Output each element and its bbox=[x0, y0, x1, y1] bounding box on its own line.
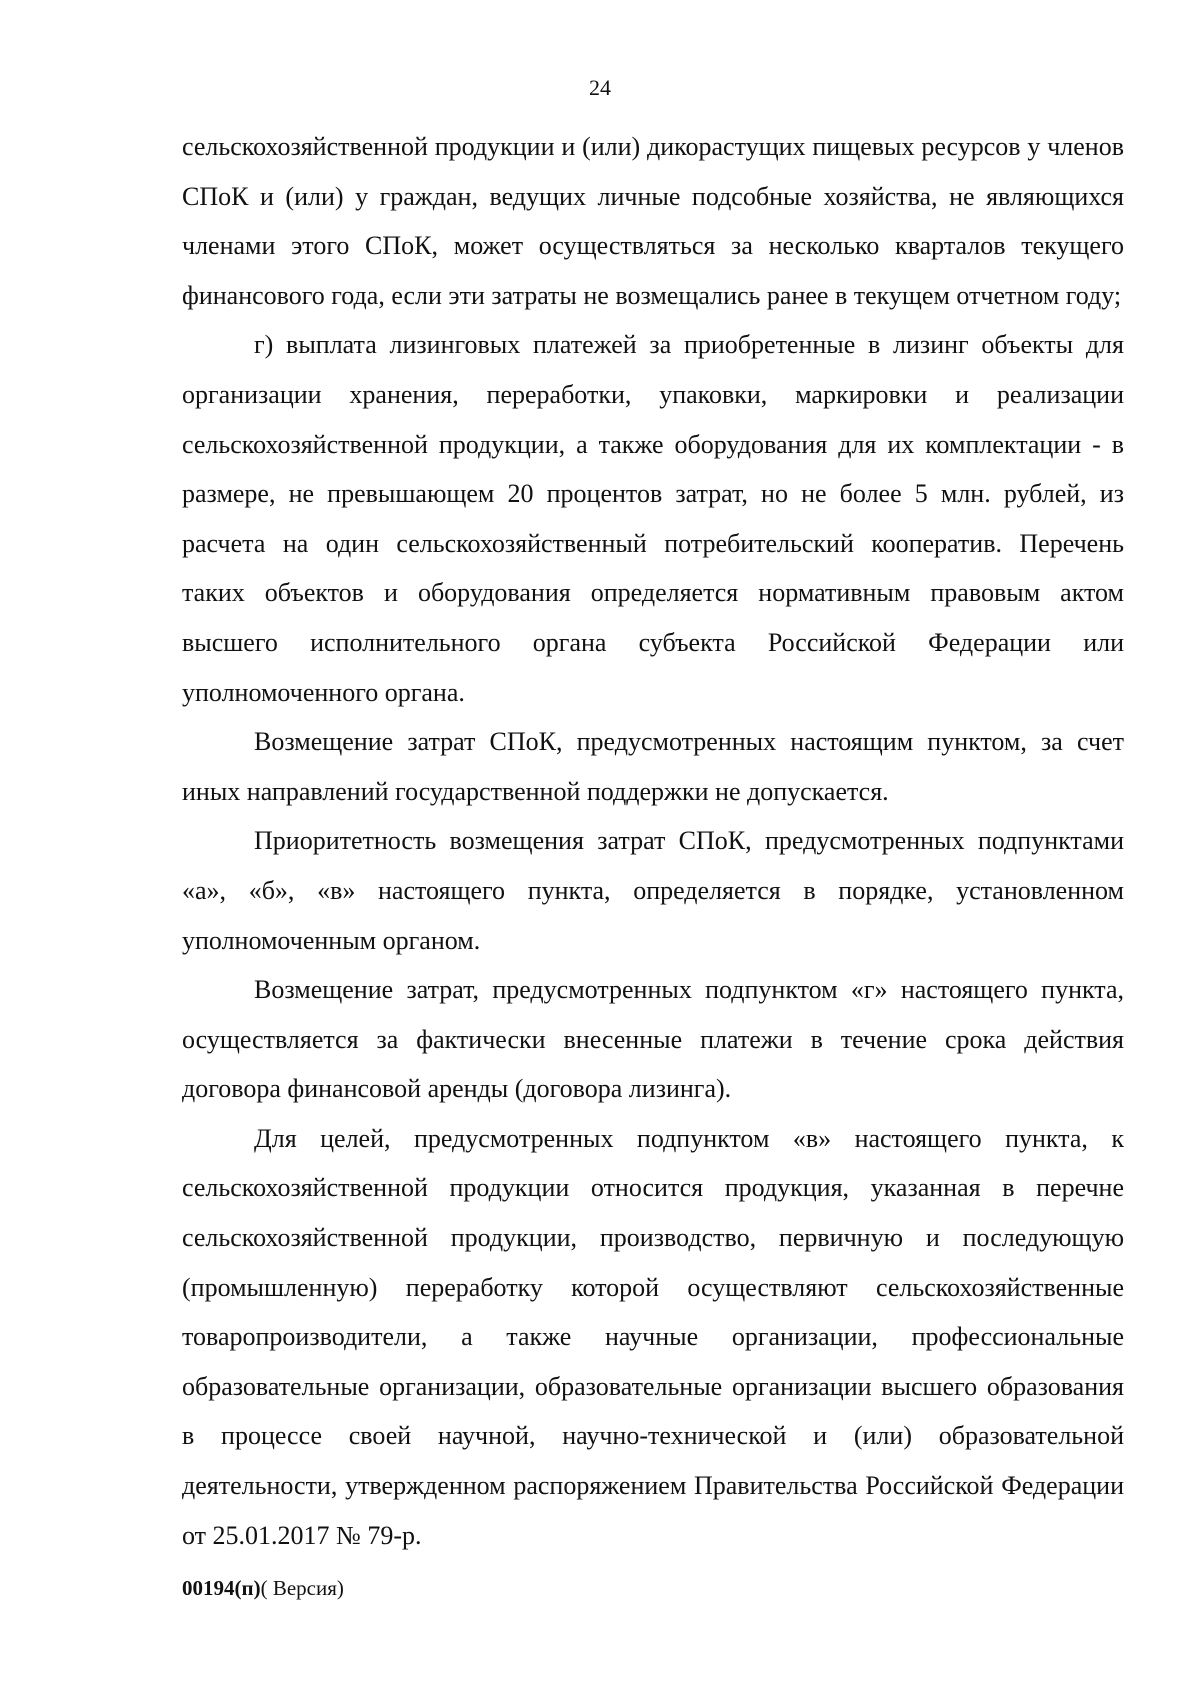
paragraph-leasing-payments: г) выплата лизинговых платежей за приобретенные в лизинг объекты для организации хранения, переработки, упаковки, маркировки и реализации сельскохозяйственной продукции, а также оборудования для их комплектации - в размере, не превышающем 20 процентов затрат, но не более 5 млн. рублей, из расчета на один сельскохозяйственный потребительский кооператив. Перечень таких объектов и оборудования определяется нормативным правовым актом высшего исполнительного органа субъекта Российской Федерации или уполномоченного органа. bbox=[182, 330, 1124, 707]
footer-version: ( Версия) bbox=[260, 1576, 344, 1600]
paragraph-reimbursement-restriction: Возмещение затрат СПоК, предусмотренных настоящим пунктом, за счет иных направлений государственной поддержки не допускается. bbox=[182, 727, 1124, 806]
paragraph-continuation: сельскохозяйственной продукции и (или) дикорастущих пищевых ресурсов у членов СПоК и (или) у граждан, ведущих личные подсобные хозяйства, не являющихся членами этого СПоК, может осуществляться за несколько кварталов текущего финансового года, если эти затраты не возмещались ранее в текущем отчетном году; bbox=[182, 132, 1124, 310]
page-number: 24 bbox=[589, 75, 611, 100]
footer-document-code: 00194(п) bbox=[182, 1576, 261, 1600]
paragraph-priority: Приоритетность возмещения затрат СПоК, предусмотренных подпунктами «а», «б», «в» настоящего пункта, определяется в порядке, установленном уполномоченным органом. bbox=[182, 826, 1124, 955]
paragraph-leasing-reimbursement: Возмещение затрат, предусмотренных подпунктом «г» настоящего пункта, осуществляется за фактически внесенные платежи в течение срока действия договора финансовой аренды (договора лизинга). bbox=[182, 975, 1124, 1104]
document-footer bbox=[182, 1574, 344, 1602]
paragraph-product-definition: Для целей, предусмотренных подпунктом «в» настоящего пункта, к сельскохозяйственной продукции относится продукция, указанная в перечне сельскохозяйственной продукции, производство, первичную и последующую (промышленную) переработку которой осуществляют сельскохозяйственные товаропроизводители, а также научные организации, профессиональные образовательные организации, образовательные организации высшего образования в процессе своей научной, научно-технической и (или) образовательной деятельности, утвержденном распоряжением Правительства Российской Федерации от 25.01.2017 № 79-р. bbox=[182, 1123, 1124, 1550]
document-body bbox=[182, 122, 1124, 1560]
